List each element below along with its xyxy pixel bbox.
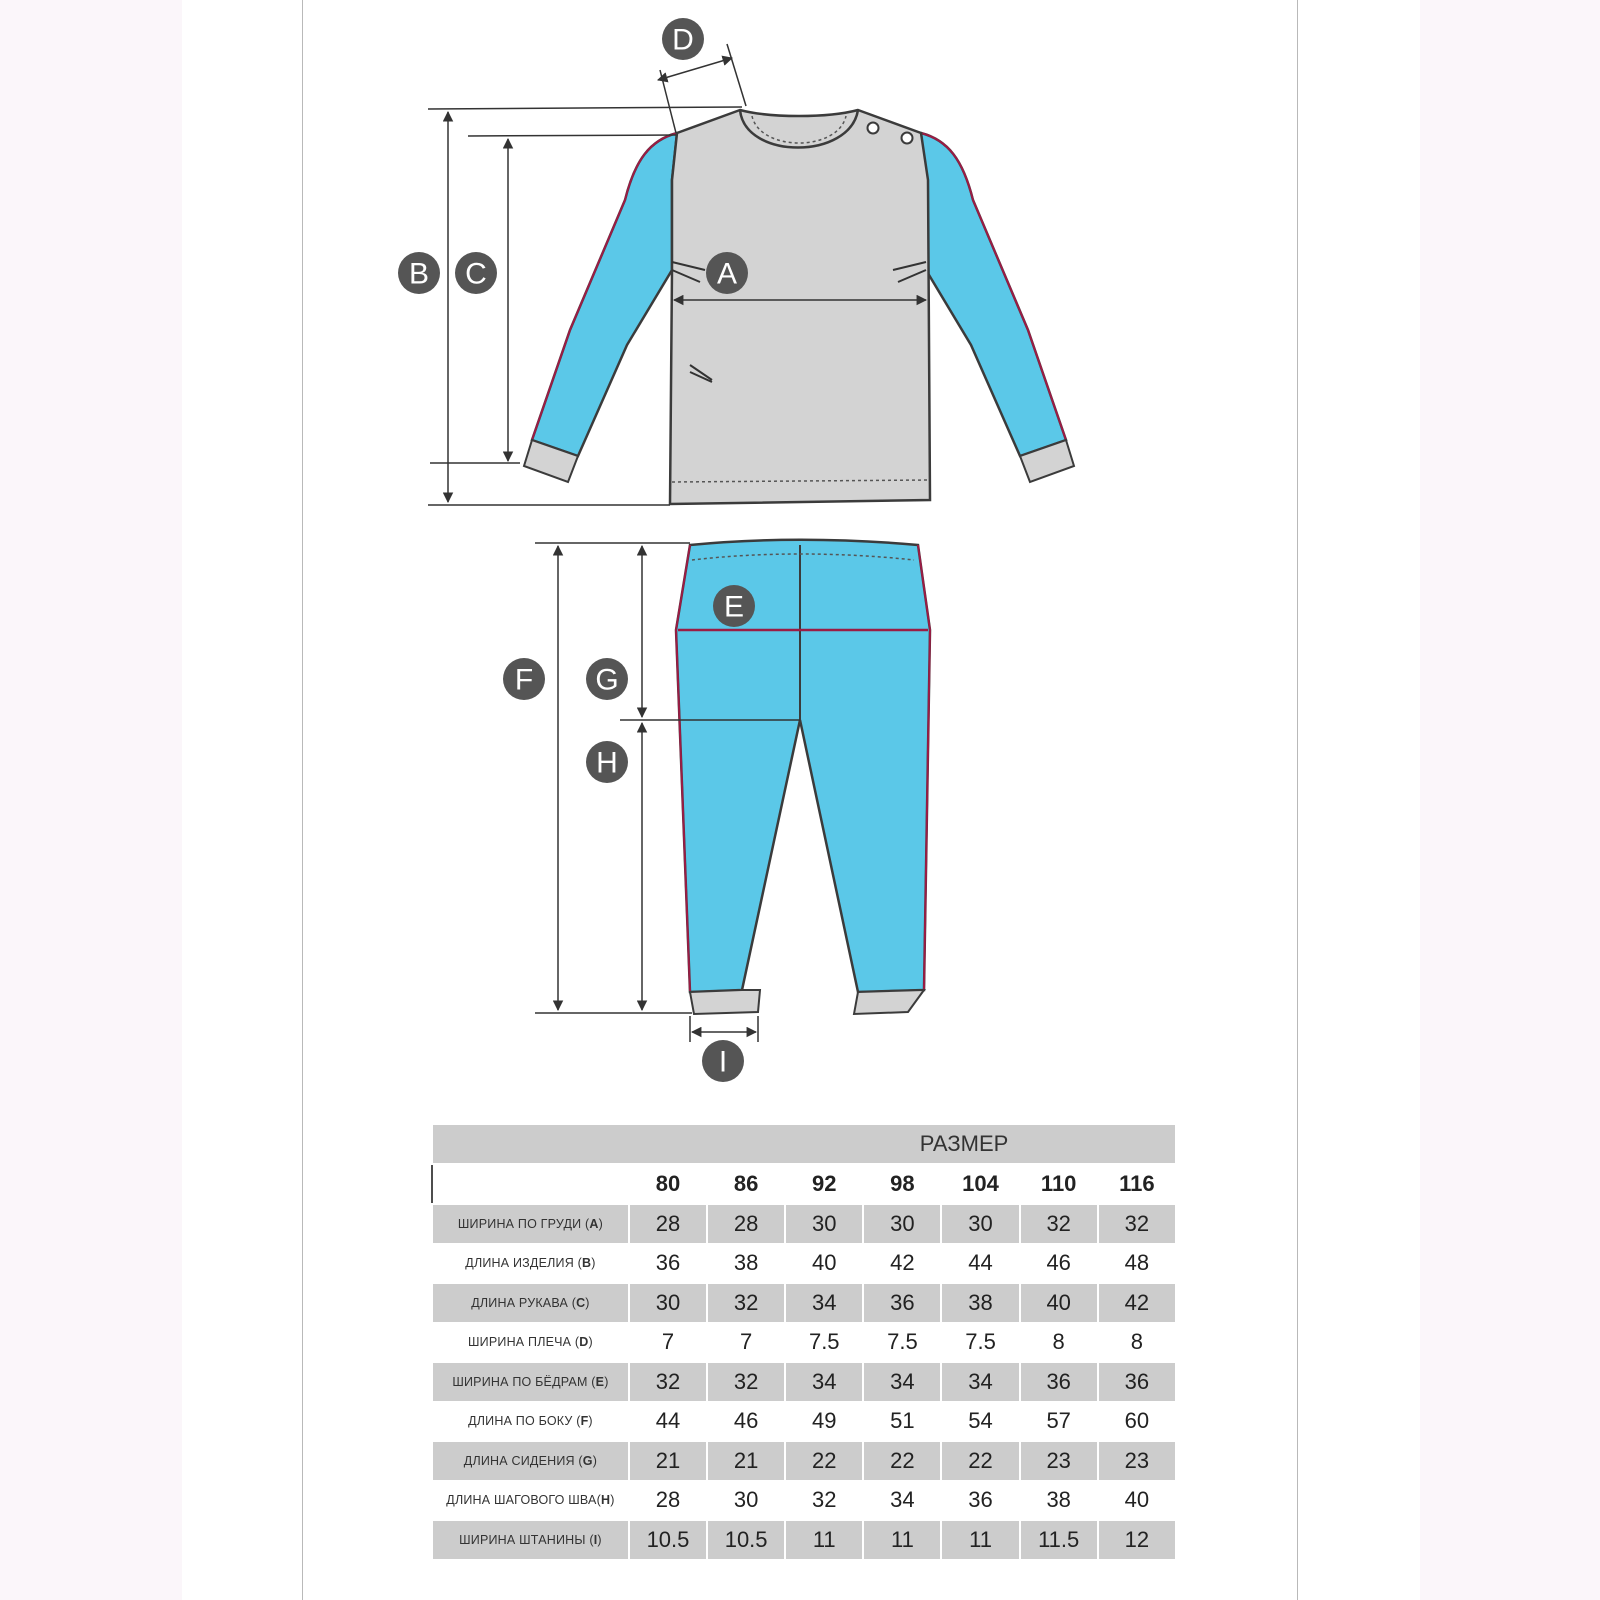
measurement-code: H <box>600 1493 611 1508</box>
pants-right-cuff <box>854 990 924 1014</box>
measurement-value: 28 <box>629 1204 707 1244</box>
measurement-value: 46 <box>707 1402 785 1442</box>
measurement-value: 32 <box>707 1362 785 1402</box>
measurement-value: 11 <box>785 1520 863 1560</box>
measurement-value: 12 <box>1098 1520 1176 1560</box>
size-header-cell: 80 <box>629 1164 707 1204</box>
measurement-value: 28 <box>629 1481 707 1521</box>
size-table-corner <box>432 1164 629 1204</box>
measurement-value: 51 <box>863 1402 941 1442</box>
measurement-value: 38 <box>1020 1481 1098 1521</box>
measurement-name: ДЛИНА СИДЕНИЯ <box>463 1453 575 1468</box>
measurement-value: 36 <box>941 1481 1019 1521</box>
measurement-value: 7 <box>707 1323 785 1363</box>
shirt-button-2 <box>902 133 913 144</box>
measurement-value: 34 <box>785 1283 863 1323</box>
measurement-value: 21 <box>707 1441 785 1481</box>
measurement-value: 7.5 <box>863 1323 941 1363</box>
size-table-row <box>432 1402 1176 1442</box>
measurement-value: 32 <box>1098 1204 1176 1244</box>
measurement-value: 46 <box>1020 1244 1098 1284</box>
badge-g <box>586 658 628 700</box>
size-header-cell: 110 <box>1020 1164 1098 1204</box>
measurement-name: ШИРИНА ШТАНИНЫ <box>459 1532 586 1547</box>
size-table-row <box>432 1441 1176 1481</box>
measurement-value: 30 <box>863 1204 941 1244</box>
measurement-label: ДЛИНА ШАГОВОГО ШВА(H) <box>432 1481 629 1521</box>
shirt-right-sleeve <box>921 133 1066 456</box>
measurement-value: 34 <box>863 1362 941 1402</box>
badge-f <box>503 658 545 700</box>
size-table-row <box>432 1204 1176 1244</box>
measurement-label: ДЛИНА ИЗДЕЛИЯ (B) <box>432 1244 629 1284</box>
measurement-value: 40 <box>1020 1283 1098 1323</box>
badge-h-text: H <box>596 746 618 780</box>
measurement-value: 11 <box>941 1520 1019 1560</box>
badge-e <box>713 585 755 627</box>
measurement-value: 44 <box>941 1244 1019 1284</box>
badge-b <box>398 252 440 294</box>
badge-d-text: D <box>672 23 694 57</box>
measurement-name: ДЛИНА ИЗДЕЛИЯ <box>465 1256 574 1271</box>
measurement-value: 54 <box>941 1402 1019 1442</box>
measurement-label: ШИРИНА ПО ГРУДИ (A) <box>432 1204 629 1244</box>
measurement-value: 32 <box>629 1362 707 1402</box>
measurement-label: ШИРИНА ПО БЁДРАМ (E) <box>432 1362 629 1402</box>
size-table-title-text: РАЗМЕР <box>919 1131 1009 1156</box>
measurement-value: 22 <box>941 1441 1019 1481</box>
size-table-row <box>432 1481 1176 1521</box>
measurement-value: 40 <box>785 1244 863 1284</box>
badge-g-text: G <box>595 663 619 697</box>
measurement-value: 11.5 <box>1020 1520 1098 1560</box>
badge-b-text: B <box>408 257 430 291</box>
measurement-value: 44 <box>629 1402 707 1442</box>
measurement-value: 42 <box>1098 1283 1176 1323</box>
measurement-value: 34 <box>863 1481 941 1521</box>
size-table-row <box>432 1362 1176 1402</box>
badge-c-text: C <box>465 257 487 291</box>
size-table-row <box>432 1244 1176 1284</box>
measurement-value: 30 <box>629 1283 707 1323</box>
measurement-value: 34 <box>785 1362 863 1402</box>
measurement-value: 8 <box>1098 1323 1176 1363</box>
badge-f-text: F <box>514 663 534 697</box>
measurement-value: 60 <box>1098 1402 1176 1442</box>
badge-i-text: I <box>718 1045 728 1079</box>
measurement-value: 36 <box>1098 1362 1176 1402</box>
measurement-value: 30 <box>707 1481 785 1521</box>
measurement-value: 23 <box>1098 1441 1176 1481</box>
shirt-left-sleeve <box>532 133 677 456</box>
measurement-value: 10.5 <box>707 1520 785 1560</box>
measurement-label: ШИРИНА ПЛЕЧА (D) <box>432 1323 629 1363</box>
measurement-name: ДЛИНА ШАГОВОГО ШВА <box>446 1493 597 1508</box>
measurement-value: 36 <box>863 1283 941 1323</box>
measurement-value: 38 <box>941 1283 1019 1323</box>
measurement-value: 30 <box>941 1204 1019 1244</box>
measurement-code: A <box>589 1216 599 1231</box>
pants-left-cuff <box>690 990 760 1014</box>
size-header-cell: 98 <box>863 1164 941 1204</box>
measurement-value: 23 <box>1020 1441 1098 1481</box>
measurement-code: E <box>595 1374 605 1389</box>
measurement-label: ДЛИНА ПО БОКУ (F) <box>432 1402 629 1442</box>
measurement-value: 11 <box>863 1520 941 1560</box>
badge-a <box>706 252 748 294</box>
badge-i <box>702 1040 744 1082</box>
size-table-header-row <box>432 1164 1176 1204</box>
shirt-illustration <box>524 110 1074 504</box>
size-header-cell: 86 <box>707 1164 785 1204</box>
measurement-value: 38 <box>707 1244 785 1284</box>
measurement-label: ДЛИНА РУКАВА (C) <box>432 1283 629 1323</box>
measurement-value: 10.5 <box>629 1520 707 1560</box>
measurement-code: G <box>582 1453 593 1468</box>
measurement-name: ДЛИНА РУКАВА <box>471 1295 569 1310</box>
size-table-row <box>432 1323 1176 1363</box>
measurement-label: ШИРИНА ШТАНИНЫ (I) <box>432 1520 629 1560</box>
measurement-value: 32 <box>785 1481 863 1521</box>
measurement-value: 7.5 <box>941 1323 1019 1363</box>
size-header-cell: 92 <box>785 1164 863 1204</box>
size-header-cell: 104 <box>941 1164 1019 1204</box>
measurement-value: 40 <box>1098 1481 1176 1521</box>
shirt-body <box>670 110 930 504</box>
measurement-value: 57 <box>1020 1402 1098 1442</box>
measurement-value: 49 <box>785 1402 863 1442</box>
size-table-row <box>432 1283 1176 1323</box>
measurement-value: 36 <box>629 1244 707 1284</box>
measurement-code: C <box>576 1295 586 1310</box>
measurement-name: ДЛИНА ПО БОКУ <box>468 1414 573 1429</box>
badge-d <box>662 18 704 60</box>
badge-e-text: E <box>723 590 745 624</box>
measurement-value: 21 <box>629 1441 707 1481</box>
measurement-value: 32 <box>1020 1204 1098 1244</box>
badge-h <box>586 741 628 783</box>
shirt-button-1 <box>868 123 879 134</box>
measurement-value: 8 <box>1020 1323 1098 1363</box>
measurement-code: D <box>579 1335 589 1350</box>
measurement-code: B <box>582 1256 592 1271</box>
measurement-value: 7 <box>629 1323 707 1363</box>
measurement-value: 28 <box>707 1204 785 1244</box>
badge-a-text: A <box>716 257 738 291</box>
size-table-title-row <box>432 1124 1176 1164</box>
measurement-value: 7.5 <box>785 1323 863 1363</box>
measurement-value: 22 <box>863 1441 941 1481</box>
measurement-name: ШИРИНА ПЛЕЧА <box>468 1335 572 1350</box>
measurement-value: 42 <box>863 1244 941 1284</box>
measurement-value: 34 <box>941 1362 1019 1402</box>
measurement-value: 36 <box>1020 1362 1098 1402</box>
measurement-name: ШИРИНА ПО ГРУДИ <box>457 1216 582 1231</box>
badge-c <box>455 252 497 294</box>
size-header-cell: 116 <box>1098 1164 1176 1204</box>
size-table-title <box>432 1124 1176 1164</box>
measurement-value: 32 <box>707 1283 785 1323</box>
size-table <box>431 1123 1177 1561</box>
measurement-code: I <box>593 1532 598 1547</box>
measurement-value: 22 <box>785 1441 863 1481</box>
measurement-code: F <box>580 1414 589 1429</box>
size-table-row <box>432 1520 1176 1560</box>
measurement-label: ДЛИНА СИДЕНИЯ (G) <box>432 1441 629 1481</box>
measurement-value: 30 <box>785 1204 863 1244</box>
measurement-value: 48 <box>1098 1244 1176 1284</box>
measurement-name: ШИРИНА ПО БЁДРАМ <box>452 1374 588 1389</box>
